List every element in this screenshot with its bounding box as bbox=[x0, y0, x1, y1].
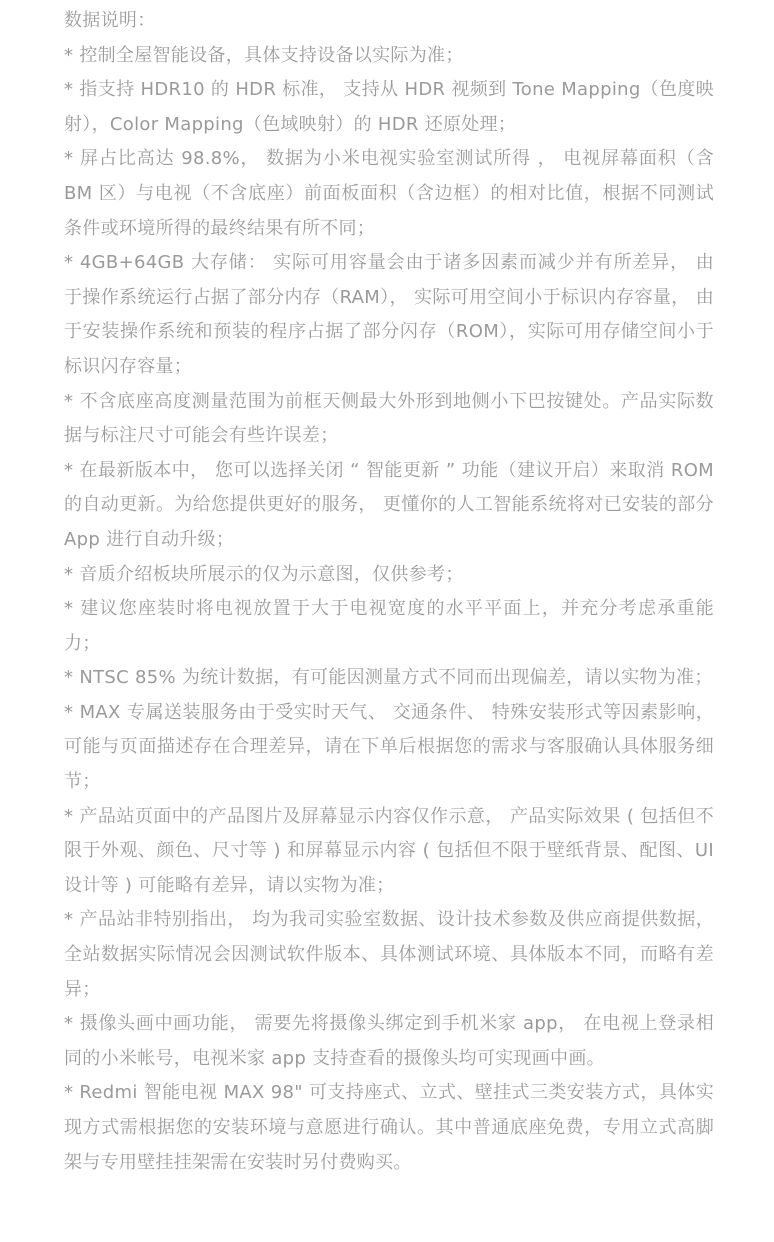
note-storage: * 4GB+64GB 大存储： 实际可用容量会由于诸多因素而减少并有所差异， 由于操作系统运行占据了部分内存（RAM）， 实际可用空间小于标识内存容量， 由于安装操作系统和预装的程序占据了部分闪存（ROM），实际可用存储空间小于标识闪存容量； bbox=[64, 252, 714, 377]
note-installation: * Redmi 智能电视 MAX 98" 可支持座式、立式、壁挂式三类安装方式，具体实现方式需根据您的安装环境与意愿进行确认。其中普通底座免费，专用立式高脚架与专用壁挂挂架需在安装时另付费购买。 bbox=[64, 1082, 714, 1173]
note-max-delivery: * MAX 专属送装服务由于受实时天气、 交通条件、 特殊安装形式等因素影响，可能与页面描述存在合理差异，请在下单后根据您的需求与客服确认具体服务细节； bbox=[64, 701, 714, 793]
notes-list bbox=[64, 39, 714, 1181]
note-lab-data: * 产品站非特别指出， 均为我司实验室数据、设计技术参数及供应商提供数据，全站数据实际情况会因测试软件版本、具体测试环境、具体版本不同，而略有差异； bbox=[64, 909, 714, 1000]
note-hdr: * 指支持 HDR10 的 HDR 标准， 支持从 HDR 视频到 Tone Mapping（色度映射），Color Mapping（色域映射）的 HDR 还原处理； bbox=[64, 79, 714, 135]
note-stand-placement: * 建议您座装时将电视放置于大于电视宽度的水平平面上，并充分考虑承重能力； bbox=[64, 598, 714, 654]
notes-title: 数据说明： bbox=[64, 10, 156, 31]
note-ntsc: * NTSC 85% 为统计数据，有可能因测量方式不同而出现偏差，请以实物为准； bbox=[64, 667, 713, 689]
note-audio-illustration: * 音质介绍板块所展示的仅为示意图，仅供参考； bbox=[64, 563, 464, 585]
note-screen-ratio: * 屏占比高达 98.8%， 数据为小米电视实验室测试所得 ， 电视屏幕面积（含 BM 区）与电视（不含底座）前面板面积（含边框）的相对比值，根据不同测试条件或环境所得的最终结果有所不同； bbox=[64, 148, 714, 239]
note-height-measurement: * 不含底座高度测量范围为前框天侧最大外形到地侧小下巴按键处。产品实际数据与标注尺寸可能会有些许误差； bbox=[64, 390, 714, 447]
note-smart-update: * 在最新版本中， 您可以选择关闭 “ 智能更新 ” 功能（建议开启）来取消 ROM 的自动更新。为给您提供更好的服务， 更懂你的人工智能系统将对已安装的部分 App 进行自动升级； bbox=[64, 459, 714, 550]
note-smart-home: * 控制全屋智能设备，具体支持设备以实际为准； bbox=[64, 44, 464, 66]
data-notes-section bbox=[64, 0, 714, 1180]
note-camera-pip: * 摄像头画中画功能， 需要先将摄像头绑定到手机米家 app， 在电视上登录相同的小米帐号，电视米家 app 支持查看的摄像头均可实现画中画。 bbox=[64, 1013, 714, 1069]
note-product-images: * 产品站页面中的产品图片及屏幕显示内容仅作示意， 产品实际效果 ( 包括但不限于外观、颜色、尺寸等 ) 和屏幕显示内容 ( 包括但不限于壁纸背景、配图、UI 设计等 ) 可能略有差异，请以实物为准； bbox=[64, 805, 714, 896]
